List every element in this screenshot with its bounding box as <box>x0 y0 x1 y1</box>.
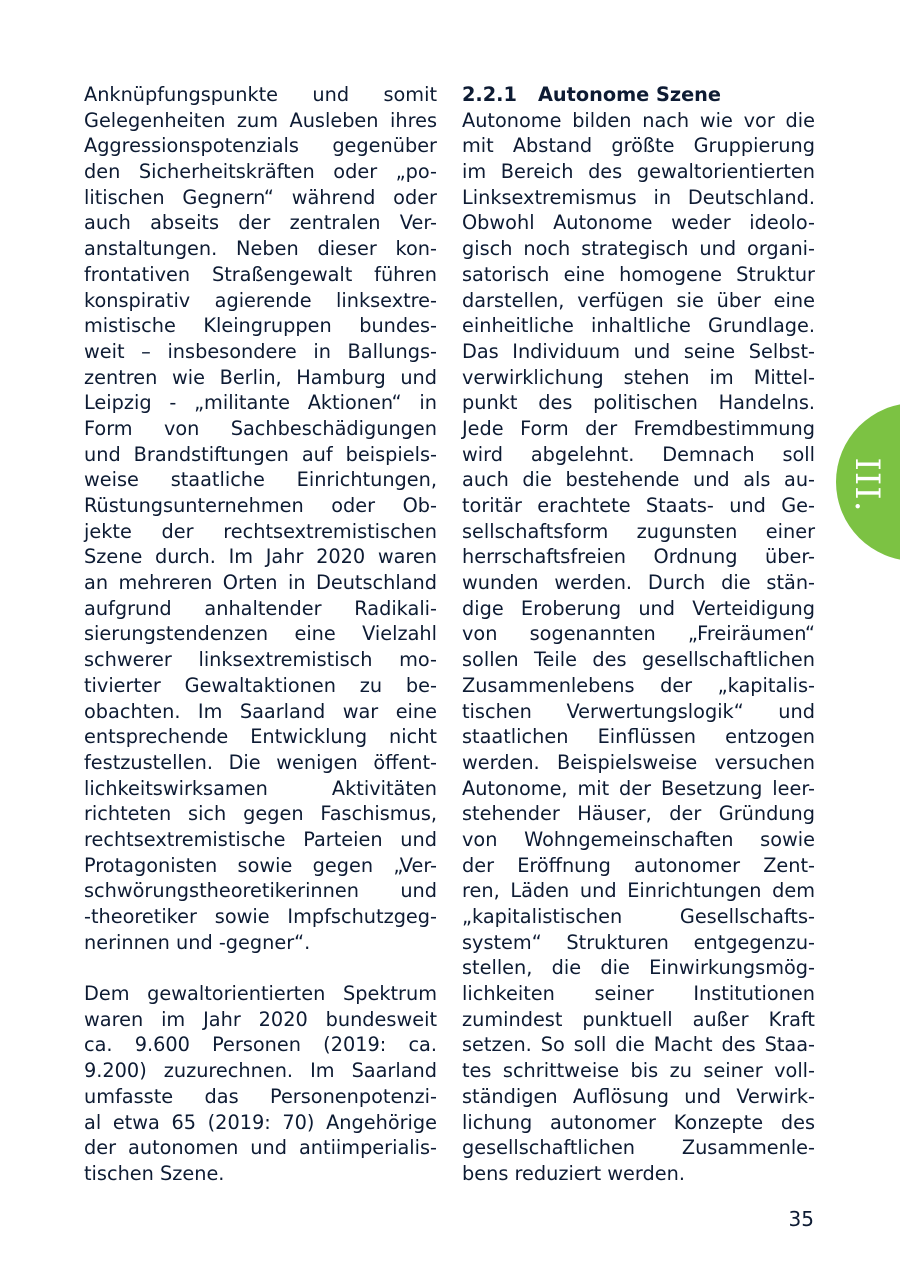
text-line: litischen Gegnern“ während oder <box>84 185 437 209</box>
page-number: 35 <box>788 1207 814 1231</box>
text-line: lichkeitswirksamen Aktivitäten <box>84 776 437 800</box>
section-title: Autonome Szene <box>538 83 721 106</box>
text-line: tischen Verwertungslogik“ und <box>462 699 815 723</box>
text-line: Jede Form der Fremdbestimmung <box>462 416 815 440</box>
text-line: sierungstendenzen eine Vielzahl <box>84 622 437 646</box>
text-line: obachten. Im Saarland war eine <box>84 699 437 723</box>
text-line: Das Individuum und seine Selbst- <box>462 339 815 363</box>
text-line: Leipzig - „militante Aktionen“ in <box>84 391 437 415</box>
text-line: Obwohl Autonome weder ideolo- <box>462 211 815 235</box>
text-line: Zusammenlebens der „kapitalis- <box>462 673 815 697</box>
text-line: rechtsextremistische Parteien und <box>84 827 437 851</box>
text-line: Autonome, mit der Besetzung leer- <box>462 776 815 800</box>
text-line: toritär erachtete Staats- und Ge- <box>462 494 815 517</box>
chapter-tab-label: III. <box>847 457 887 513</box>
text-line: setzen. So soll die Macht des Staa- <box>462 1033 815 1057</box>
text-line: ständigen Auflösung und Verwirk- <box>462 1084 815 1108</box>
text-line: den Sicherheitskräften oder „po- <box>84 160 437 184</box>
text-line: dige Eroberung und Verteidigung <box>462 596 815 620</box>
text-line: Autonome bilden nach wie vor die <box>462 108 815 132</box>
text-line: Anknüpfungspunkte und somit <box>84 83 437 106</box>
text-line: einheitliche inhaltliche Grundlage. <box>462 314 815 338</box>
text-line: mit Abstand größte Gruppierung <box>462 134 815 158</box>
text-line: tes schrittweise bis zu seiner voll- <box>462 1059 815 1083</box>
text-line: der autonomen und antiimperialis- <box>84 1136 437 1160</box>
text-line: wird abgelehnt. Demnach soll <box>462 442 815 466</box>
text-line: waren im Jahr 2020 bundesweit <box>84 1007 437 1031</box>
text-line: im Bereich des gewaltorientierten <box>462 160 815 184</box>
text-line: herrschaftsfreien Ordnung über- <box>462 545 815 569</box>
text-line: aufgrund anhaltender Radikali- <box>84 596 437 620</box>
text-line: satorisch eine homogene Struktur <box>462 262 815 286</box>
text-line: tischen Szene. <box>84 1161 225 1185</box>
text-line: richteten sich gegen Faschismus, <box>84 802 437 826</box>
text-line: system“ Strukturen entgegenzu- <box>462 930 815 954</box>
text-line: gesellschaftlichen Zusammenle- <box>462 1136 815 1160</box>
text-line: auch die bestehende und als au- <box>462 468 815 492</box>
text-line: tivierter Gewaltaktionen zu be- <box>84 673 437 697</box>
text-line: schwörungstheoretikerinnen und <box>84 879 437 903</box>
text-line: darstellen, verfügen sie über eine <box>462 288 815 312</box>
text-line: konspirativ agierende linksextre- <box>84 288 437 312</box>
left-paragraph-2 <box>84 981 437 1187</box>
text-line: Dem gewaltorientierten Spektrum <box>84 982 437 1006</box>
text-line: punkt des politischen Handelns. <box>462 391 815 415</box>
right-column <box>462 82 815 1187</box>
text-line: sollen Teile des gesellschaftlichen <box>462 648 815 672</box>
text-line: zumindest punktuell außer Kraft <box>462 1007 815 1031</box>
text-line: von Wohngemeinschaften sowie <box>462 827 815 851</box>
text-line: Protagonisten sowie gegen „Ver- <box>84 853 437 877</box>
text-line: staatlichen Einflüssen entzogen <box>462 725 815 749</box>
right-paragraph <box>462 108 815 1187</box>
text-line: Form von Sachbeschädigungen <box>84 416 437 440</box>
text-line: wunden werden. Durch die stän- <box>462 571 815 595</box>
text-line: sellschaftsform zugunsten einer <box>462 519 815 543</box>
text-line: werden. Beispielsweise versuchen <box>462 750 815 774</box>
text-line: anstaltungen. Neben dieser kon- <box>84 237 437 261</box>
text-line: 9.200) zuzurechnen. Im Saarland <box>84 1059 437 1083</box>
text-line: Aggressionspotenzials gegenüber <box>84 134 437 158</box>
text-line: auch abseits der zentralen Ver- <box>84 211 437 235</box>
text-line: -theoretiker sowie Impfschutzgeg- <box>84 905 437 928</box>
text-line: frontativen Straßengewalt führen <box>84 262 437 286</box>
text-line: weise staatliche Einrichtungen, <box>84 468 437 492</box>
text-line: weit – insbesondere in Ballungs- <box>84 339 437 363</box>
text-line: Rüstungsunternehmen oder Ob- <box>84 494 437 517</box>
text-line: der Eröffnung autonomer Zent- <box>462 853 815 877</box>
section-heading <box>462 82 815 108</box>
text-line: ren, Läden und Einrichtungen dem <box>462 879 815 903</box>
left-column <box>84 82 437 1187</box>
text-line: nerinnen und -gegner“. <box>84 930 311 954</box>
text-line: Szene durch. Im Jahr 2020 waren <box>84 545 437 569</box>
text-line: lichkeiten seiner Institutionen <box>462 982 815 1006</box>
text-line: Gelegenheiten zum Ausleben ihres <box>84 108 437 132</box>
section-number: 2.2.1 <box>462 83 517 106</box>
text-line: jekte der rechtsextremistischen <box>84 519 437 543</box>
text-line: entsprechende Entwicklung nicht <box>84 725 437 749</box>
text-line: Linksextremismus in Deutschland. <box>462 185 815 209</box>
text-line: mistische Kleingruppen bundes- <box>84 314 437 338</box>
text-line: stehender Häuser, der Gründung <box>462 802 815 826</box>
text-line: al etwa 65 (2019: 70) Angehörige <box>84 1110 437 1134</box>
text-line: verwirklichung stehen im Mittel- <box>462 365 815 389</box>
text-line: festzustellen. Die wenigen öffent- <box>84 750 437 774</box>
text-line: ca. 9.600 Personen (2019: ca. <box>84 1033 437 1057</box>
text-line: und Brandstiftungen auf beispiels- <box>84 442 437 466</box>
text-line: „kapitalistischen Gesellschafts- <box>462 905 815 928</box>
text-line: umfasste das Personenpotenzi- <box>84 1084 437 1108</box>
text-line: stellen, die die Einwirkungsmög- <box>462 956 815 980</box>
text-line: an mehreren Orten in Deutschland <box>84 571 437 595</box>
text-line: lichung autonomer Konzepte des <box>462 1110 815 1134</box>
text-line: gisch noch strategisch und organi- <box>462 237 815 261</box>
text-line: von sogenannten „Freiräumen“ <box>462 622 815 646</box>
text-line: zentren wie Berlin, Hamburg und <box>84 365 437 389</box>
text-line: bens reduziert werden. <box>462 1161 685 1185</box>
text-line: schwerer linksextremistisch mo- <box>84 648 437 672</box>
left-paragraph-1 <box>84 82 437 955</box>
